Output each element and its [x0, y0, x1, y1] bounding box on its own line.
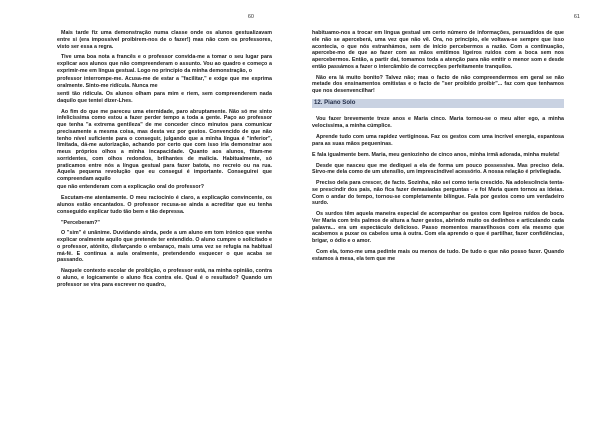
paragraph: Os surdos têm aquela maneira especial de acompanhar os gestos com ligeiros ruídos de boca. Ver Maria com três palmos de altura a fazer gestos, abrindo muito os dedinhos e articulando cada palavra... era um espectáculo delicioso. Passo momentos maravilhosos com ela mesmo que acabemos a puxar os cabelos uma à outra. Com ela aprendo o que é partilhar, fazer confidências, brigar, o ódio e o amor.	[312, 211, 564, 245]
left-page-number: 60	[247, 14, 254, 20]
paragraph: E fala igualmente bem. Maria, meu geniozinho de cinco anos, minha irmã adorada, minha muleta!	[312, 151, 560, 158]
right-page	[300, 0, 600, 424]
paragraph: O "sim" é unânime. Duvidando ainda, pede a um aluno em tom irónico que venha explicar oralmente aquilo que pretende ter entendido. O aluno cumpre o solicitado e o professor, atónito, disfarçando o embaraço, mais uma vez se refugia na habitual má-fé. E continua a aula oralmente, pretendendo esquecer o que acaba se passando.	[57, 230, 272, 264]
paragraph: Ao fim do que me pareceu uma eternidade, paro abruptamente. Não só me sinto infelicíssima como estou a fazer perder tempo a toda a gente. Paço ao professor que tenha "a extrema gentileza" de me conceder cinco minutos para comunicar precisamente a mesma coisa, mas desta vez por gestos. Convencido de que não tenho nível suficiente para o conseguir, julgando que a minha língua é "inferior", limitada, dá-me autorização, achando por certo que com isso iria demonstrar aos meus próprios olhos a minha incapacidade. Quanto aos alunos, fitam-me sorridentes, com olhos redondos, brilhantes de malícia. Habitualmente, só praticamos entre nós a língua gestual para fazer batota, no recreio ou na rua. Aquela pequena revolução que eu consegui é importante. Conseguirei que compreendam aquilo	[57, 108, 272, 183]
left-page-text	[57, 30, 272, 293]
paragraph: Com ela, tomo-me uma pedinte mais ou menos de tudo. De tudo o que não posso fazer. Quando estamos à mesa, ela tem que me	[312, 249, 564, 262]
paragraph: que não entenderam com a explicação oral do professor?	[57, 184, 205, 191]
paragraph: Aprende tudo com uma rapidez vertiginosa. Faz os gestos com uma incrível energia, espantosa para as suas mãos pequeninas.	[312, 134, 564, 147]
paragraph: senti tão ridícula. Os alunos olham para mim e riem, sem compreenderem nada daquilo que tentei dizer-Lhes.	[57, 91, 272, 104]
right-page-text	[312, 30, 564, 267]
paragraph: Mais tarde fiz uma demonstração numa classe onde os alunos gestualizavam entre si (era impossível proibirem-nos de o fazer!) mas não com os professores, visto ser essa a regra.	[57, 30, 272, 50]
paragraph: Naquele contexto escolar de proibição, o professor está, na minha opinião, contra o aluno, e logicamente o aluno fica contra ele. Qual é o resultado? Quando um professor se vira para escrever no quadro,	[57, 268, 272, 288]
paragraph: Vou fazer brevemente treze anos e Maria cinco. Maria tornou-se o meu alter ego, a minha velocíssima, a minha cúmplice.	[312, 116, 564, 130]
paragraph: Preciso dela para crescer, de facto. Sozinha, não sei como teria crescido. Na adolescência tenta-se prescindir dos pais, não fica fazer demasiadas perguntas - e foi Maria quem tornou as ideias. Com o andar do tempo, tornou-se completamente bilíngue. Fala por gestos como um verdadeiro surdo.	[312, 180, 564, 207]
paragraph: Desde que nasceu que me dediquei a ela de forma um pouco possessiva. Mas preciso dela. Sirvo-me dela como de um utensílio, um imprescindível acessório. A nossa relação é privilegiada.	[312, 162, 564, 176]
right-page-number: 61	[573, 14, 580, 20]
paragraph: Tive uma boa nota a francês e o professor convida-me a tomar o seu lugar para explicar aos alunos que não compreenderam o assunto. Vou ao quadro e começo a exprimir-me em língua gestual. Logo no princípio da minha demonstração, o	[57, 54, 272, 74]
paragraph: Escutam-me atentamente. O meu raciocínio é claro, a explicação convincente, os alunos estão encantados. O professor recusa-se ainda a acreditar que eu tenha conseguido explicar tudo tão bem e tão depressa.	[57, 195, 272, 215]
paragraph: "Perceberam?"	[61, 219, 100, 226]
section-heading: 12. Piano Solo	[312, 99, 564, 109]
paragraph: habituamo-nos a trocar em língua gestual um certo número de informações, persuadidos de que ele não se aperceberá, uma vez que não vê. Ora, no princípio, ele voltava-se sempre que isso acontecia, o que nós estranhámos, sem de início percebermos a razão. Com a continuação, apercebe-mo de que ao fazer com as mãos emitimos ligeiros ruídos com a boca sem nos apercebermos. Então, a partir daí, tomamos toda a atenção para não emitir o menor som e desde então passámos a fazer o intercâmbio de correcções perfeitamente tranquilos.	[312, 30, 564, 70]
paragraph: professor interrompe-me. Acusa-me de estar a "facilitar," e exige que me exprima oralmente. Sinto-me ridícula. Nunca me	[57, 76, 272, 89]
paragraph: Não era lá muito bonito? Talvez não; mas o facto de não compreendermos em geral se não metade dos ensinamentos omitistas e o facto de "ser proibido proibir"... faz com que tenhamos que nos desenvencilhar!	[312, 74, 564, 95]
